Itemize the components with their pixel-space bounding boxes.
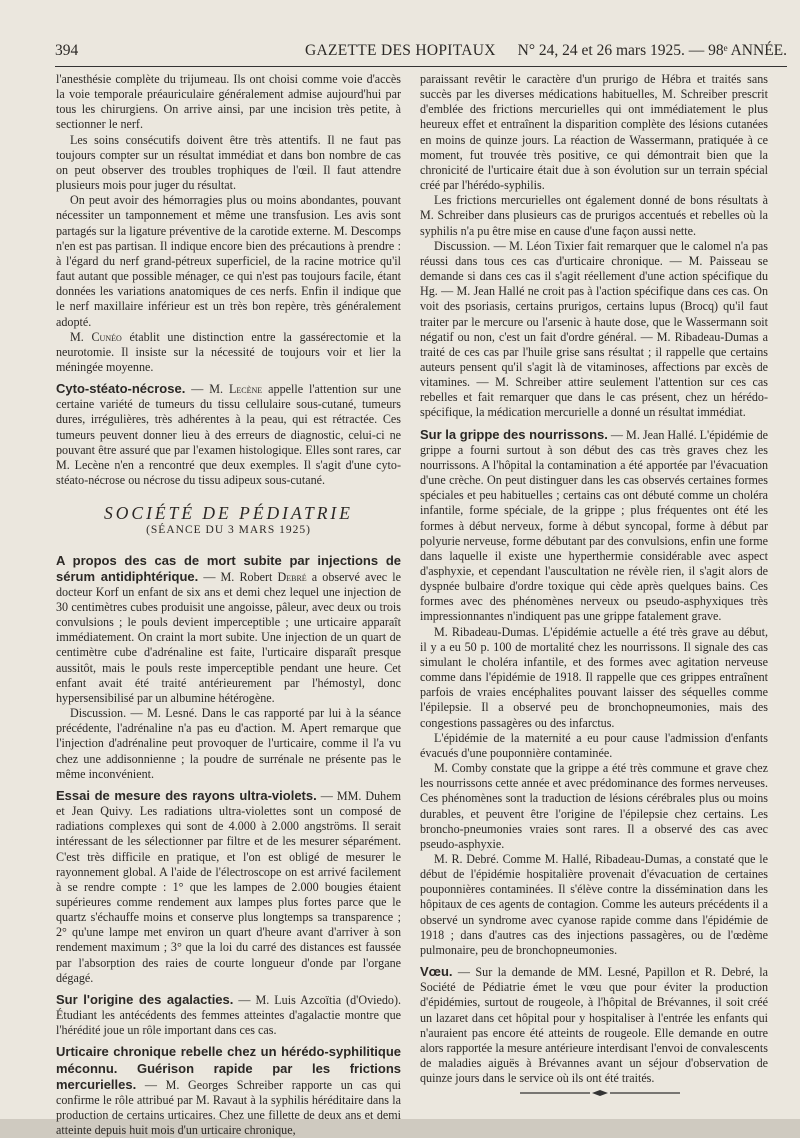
paragraph: L'épidémie de la maternité a eu pour cause l'admission d'enfants évacués d'une pouponnière contaminée. bbox=[420, 730, 768, 760]
author-name: Lecène bbox=[229, 382, 263, 397]
end-ornament bbox=[520, 1090, 680, 1096]
article-heading: Urticaire chronique rebelle chez un hérédo-syphilitique méconnu. Guérison rapide par les frictions mercurielles. bbox=[56, 1044, 401, 1092]
article-heading: Cyto-stéato-nécrose. bbox=[56, 381, 186, 397]
page-header bbox=[55, 42, 787, 67]
author-name: Debré bbox=[277, 569, 307, 584]
author-name: M. Cunéo bbox=[70, 329, 122, 344]
society-heading bbox=[56, 503, 401, 538]
session-date: (SÉANCE DU 3 MARS 1925) bbox=[146, 524, 311, 537]
paragraph: Les soins consécutifs doivent être très attentifs. Il ne faut pas toujours compter sur un résultat immédiat et dans bon nombre de cas on peut observer des troubles trophiques de l'œil. Il faut attendre plusieurs mois pour juger du résultat. bbox=[56, 132, 401, 193]
discussion: Discussion. — M. Léon Tixier fait remarquer que le calomel n'a pas réussi dans tous ces cas d'urticaire chronique. — M. Paisseau se demande si dans ces cas il s'agit réellement d'une action spécifique du Hg. — M. Jean Hallé ne croit pas à l'action spécifique dans ces cas. On voit des psoriasis, certains prurigos, certains lupus (Brocq) qu'il faut traiter par le mercure ou l'arsenic à haute dose, que le Wassermann soit négatif ou non, c'est un fait d'ordre général. — M. Ribadeau-Dumas a traité de ces cas par l'huile grise sans résultat ; il rappelle que certains auteurs pensent qu'il s'agit là de vitaminoses, affections par excès de vitamines. — M. Schreiber attire seulement l'attention sur ces cas rebelles et fait remarquer que dans le cas présent, chez un hérédo-spécifique, la médication mercurielle a donné un résultat immédiat. bbox=[420, 238, 768, 420]
paragraph: On peut avoir des hémorragies plus ou moins abondantes, pouvant nécessiter un tamponnement et même une transfusion. Les avis sont partagés sur la ligature préventive de la carotide externe. M. Descomps n'en est pas partisan. Il indique encore bien des précautions à prendre : à l'égard du nerf grand-pétreux superficiel, de la racine motrice qu'il faut autant que possible ménager, ce qui n'est pas toujours facile, étant données les variations anatomiques de ces nerfs. Enfin il indique que le nerf maxillaire inférieur est un très bon repère, très généralement adopté. bbox=[56, 193, 401, 329]
paragraph: l'anesthésie complète du trijumeau. Ils ont choisi comme voie d'accès la voie temporale préauriculaire généralement admise aujourd'hui par tous les chirurgiens. On arrive ainsi, par une incision très petite, à sectionner le nerf. bbox=[56, 72, 401, 132]
journal-title: GAZETTE DES HOPITAUX bbox=[305, 42, 496, 59]
article-heading: Vœu. bbox=[420, 964, 453, 980]
paragraph: Les frictions mercurielles ont également donné de bons résultats à M. Schreiber dans plusieurs cas de prurigos accentués et rebelles où la syphilis n'a pu être mise en cause d'une façon aussi nette. bbox=[420, 193, 768, 238]
right-column: paraissant revêtir le caractère d'un prurigo de Hébra et traités sans succès par les diverses médications habituelles, M. Schreiber prescrit d'emblée des frictions mercurielles qui ont immédiatement le plus heureux effet et entraînent la disparition complète des lésions cutanées en moins de quinze jours. La réaction de Wassermann, pratiquée à ce moment, fut trouvée très positive, ce qui démontrait bien que la chronicité de l'urticaire était due à son évolution sur un terrain spécial créé par l'hérédo-syphilis. Les frictions mercurielles ont également donné de bons résultats à M. Schreiber dans plusieurs cas de prurigos accentués et rebelles où la syphilis n'a pu être mise en cause d'une façon aussi nette. Discussion. — M. Léon Tixier fait remarquer que le calomel n'a pas réussi dans tous ces cas d'urticaire chronique. — M. Paisseau se demande si dans ces cas il s'agit réellement d'une action spécifique du Hg. — M. Jean Hallé ne croit pas à l'action spécifique dans ces cas. On voit des psoriasis, certains prurigos, certains lupus (Brocq) qu'il faut traiter par le mercure ou l'arsenic à haute dose, que le Wassermann soit négatif ou non, c'est un fait d'ordre général. — M. Ribadeau-Dumas a traité de ces cas par l'huile grise sans résultat ; il rappelle que certains auteurs pensent qu'il s'agit là de vitaminoses, affections par excès de vitamines. — M. Schreiber attire seulement l'attention sur ces cas rebelles et fait remarquer que dans le cas présent, chez un hérédo-spécifique, la médication mercurielle a donné un résultat immédiat. Sur la grippe des nourrissons. — M. Jean Hallé. L'épidémie de grippe a fourni surtout à son début des cas très graves chez les nourrissons. A l'hôpital la contamination a été apportée par l'évacuation d'une crèche. On peut distinguer dans les cas observés certaines formes spéciales et peu habituelles ; certains cas ont débuté comme un choléra infantile, forme spéciale, de la grippe ; plus fréquentes ont été les formes à début nerveux, forme à début syncopal, forme à début par polyurie nerveuse, forme débutant par des convulsions, enfin une forme dans laquelle il existe une hyperthermie considérable avec aspect d'asphyxie, et cependant l'auscultation ne révèle rien, il s'agit alors de dyspnée bulbaire d'ordre toxique qui cède après quelques bains. Ces formes avec des phénomènes nerveux ou pseudo-asphyxiques très impressionnantes n'indiquent pas une grippe fatalement grave. M. Ribadeau-Dumas. L'épidémie actuelle a été très grave au début, il y a eu 50 p. 100 de mortalité chez les nourrissons. Il signale des cas simulant le choléra infantile, et des formes avec agitation nerveuse comme dans l'épidémie de 1918. Il rappelle que ces grippes entraînent parfois de vraies encéphalites pouvant laisser des séquelles comme l'épilepsie. Il a observé peu de bronchopneumonies, mais des congestions passagères ou des infarctus. L'épidémie de la maternité a eu pour cause l'admission d'enfants évacués d'une pouponnière contaminée. M. Comby constate que la grippe a été très commune et grave chez les nourrissons cette année et avec prédominance des formes nerveuses. Ces phénomènes sont la traduction de lésions cérébrales plus ou moins durables, et peuvent être l'origine de l'épilepsie chez certains. Les broncho-pneumonies vraies sont rares. Il a observé des cas avec pseudo-asphyxie. M. R. Debré. Comme M. Hallé, Ribadeau-Dumas, a constaté que le début de l'épidémie hospitalière provenait d'évacuation de certaines pouponnières contaminées. Il s'élève contre la dissémination dans les hôpitaux de ces agents de contagion. Comme les auteurs précédents il a observé un syndrome avec cyanose rapide comme dans l'épidémie de 1918 ; dans d'autres cas des injections passagères, ou de l'œdème pulmonaire, peu de bronchopneumonies. Vœu. — Sur la demande de MM. Lesné, Papillon et R. Debré, la Société de Pédiatrie émet le vœu que pour éviter la production d'épidémies, surtout de rougeole, à l'hôpital de Brévannes, il soit créé un lazaret dans cet hôpital pour y hospitaliser à l'entrée les enfants qui n'auraient pas encore été atteints de rougeole. Elle demande en outre alors rapportée la mesure antérieure interdisant l'envoi de convalescents de maladies aiguës à Brévannes avant un séjour d'observation de quinze jours dans le service où ils ont été traités. bbox=[420, 72, 768, 1086]
society-title: SOCIÉTÉ DE PÉDIATRIE bbox=[104, 503, 353, 524]
paragraph: M. R. Debré. Comme M. Hallé, Ribadeau-Dumas, a constaté que le début de l'épidémie hospitalière provenait d'évacuation de certaines pouponnières contaminées. Il s'élève contre la dissémination dans les hôpitaux de ces agents de contagion. Comme les auteurs précédents il a observé un syndrome avec cyanose rapide comme dans l'épidémie de 1918 ; dans d'autres cas des injections passagères, ou de l'œdème pulmonaire, peu de bronchopneumonies. bbox=[420, 851, 768, 957]
paragraph: M. Comby constate que la grippe a été très commune et grave chez les nourrissons cette année et avec prédominance des formes nerveuses. Ces phénomènes sont la traduction de lésions cérébrales plus ou moins durables, et peuvent être l'origine de l'épilepsie chez certains. Les broncho-pneumonies vraies sont rares. Il a observé des cas avec pseudo-asphyxie. bbox=[420, 761, 768, 851]
article-heading: Sur la grippe des nourrissons. bbox=[420, 426, 608, 442]
article-heading: A propos des cas de mort subite par injections de sérum antidiphtérique. bbox=[56, 552, 401, 584]
page-number: 394 bbox=[55, 42, 79, 59]
article-heading: Sur l'origine des agalacties. bbox=[56, 991, 234, 1007]
left-column: l'anesthésie complète du trijumeau. Ils ont choisi comme voie d'accès la voie temporale préauriculaire généralement admise aujourd'hui par tous les chirurgiens. On arrive ainsi, par une incision très petite, à sectionner le nerf. Les soins consécutifs doivent être très attentifs. Il ne faut pas toujours compter sur un résultat immédiat et dans bon nombre de cas on peut observer des troubles trophiques de l'œil. Il faut attendre plusieurs mois pour juger du résultat. On peut avoir des hémorragies plus ou moins abondantes, pouvant nécessiter un tamponnement et même une transfusion. Les avis sont partagés sur la ligature préventive de la carotide externe. M. Descomps n'en est pas partisan. Il indique encore bien des précautions à prendre : à l'égard du nerf grand-pétreux superficiel, de la racine motrice qu'il faut autant que possible ménager, ce qui n'est pas toujours facile, étant données les variations anatomiques de ces nerfs. Enfin il indique que le nerf maxillaire inférieur est un très bon repère, très généralement adopté. M. Cunéo établit une distinction entre la gassérectomie et la neurotomie. Il insiste sur la nécessité de toujours voir et lier la méningée moyenne. Cyto-stéato-nécrose. — M. Lecène appelle l'attention sur une certaine variété de tumeurs du tissu cellulaire sous-cutané, tumeurs dures, irrégulières, très adhérentes à la peau, qui est rétractée. Ces tumeurs peuvent donner lieu à des erreurs de diagnostic, celui-ci ne pouvant être assuré que par l'examen histologique. Elles sont rares, car M. Lecène n'en a rencontré que deux exemples. Il s'agit d'une cyto-stéato-nécrose ou nécrose du tissu adipeux sous-cutané. SOCIÉTÉ DE PÉDIATRIE (SÉANCE DU 3 MARS 1925) A propos des cas de mort subite par injections de sérum antidiphtérique. — M. Robert Debré a observé avec le docteur Korf un enfant de six ans et demi chez lequel une injection de 30 centimètres cubes produisit une angoisse, pâleur, avec deux ou trois convulsions ; le pouls devient imperceptible ; une urticaire apparaît immédiatement. On craint la mort subite. Une injection de un quart de centimètre cube d'adrénaline est faite, l'urticaire disparaît presque aussitôt, mais le pouls reste imperceptible pendant une heure. Cet enfant avait été traité antérieurement par l'hémostyl, donc hypersensibilisé par un albumine hétérogène. Discussion. — M. Lesné. Dans le cas rapporté par lui à la séance précédente, l'adrénaline n'a pas eu d'action. M. Apert remarque que l'injection d'adrénaline peut provoquer de l'urticaire, comme il l'a vu chez une addisonnienne ; la poudre de surrénale ne présente pas le même inconvénient. Essai de mesure des rayons ultra-violets. — MM. Duhem et Jean Quivy. Les radiations ultra-violettes sont un composé de radiations complexes qui sont de 4.000 à 2.000 angströms. Il serait intéressant de les sélectionner par filtre et de les mesurer séparément. C'est très difficile en pratique, et l'on est obligé de mesurer le rayonnement global. A l'aide de l'électroscope on est arrivé facilement à se rendre compte : 1° que les lampes de 2.000 bougies étaient supérieures comme rendement aux lampes plus fortes parce que le quartz s'échauffe moins et conserve plus longtemps sa transparence ; 2° qu'une lampe met environ un quart d'heure avant d'arriver à son rendement maximum ; 3° que la loi du carré des distances est faussée par l'absorption des raies de courte longueur d'onde par l'organe dégagé. Sur l'origine des agalacties. — M. Luis Azcoïtia (d'Oviedo). Étudiant les antécédents des femmes atteintes d'agalactie montre que l'hérédité joue un rôle important dans ces cas. Urticaire chronique rebelle chez un hérédo-syphilitique méconnu. Guérison rapide par les frictions mercurielles. — M. Georges Schreiber rapporte un cas qui confirme le rôle attribué par M. Ravaut à la syphilis héréditaire dans la production de certains urticaires. Chez une fillette de deux ans et demi atteinte depuis huit mois d'un urticaire chronique, bbox=[56, 72, 402, 1138]
issue-line: N° 24, 24 et 26 mars 1925. — 98ᵉ ANNÉE. bbox=[517, 42, 787, 59]
paragraph: M. Cunéo établit une distinction entre la gassérectomie et la neurotomie. Il insiste sur la nécessité de toujours voir et lier la méningée moyenne. bbox=[56, 329, 401, 374]
paragraph: M. Ribadeau-Dumas. L'épidémie actuelle a été très grave au début, il y a eu 50 p. 100 de mortalité chez les nourrissons. Il signale des cas simulant le choléra infantile, et des formes avec agitation nerveuse comme dans l'épidémie de 1918. Il rappelle que ces grippes entraînent parfois de vraies encéphalites pouvant laisser des séquelles comme l'épilepsie. Il a observé peu de bronchopneumonies, mais des congestions passagères ou des infarctus. bbox=[420, 624, 768, 730]
article-heading: Essai de mesure des rayons ultra-violets. bbox=[56, 787, 317, 803]
paragraph: paraissant revêtir le caractère d'un prurigo de Hébra et traités sans succès par les diverses médications habituelles, M. Schreiber prescrit d'emblée des frictions mercurielles qui ont immédiatement le plus heureux effet et entraînent la disparition complète des lésions cutanées en moins de quinze jours. La réaction de Wassermann, pratiquée à ce moment, fut trouvée très positive, ce qui démontrait bien que la chronicité de l'urticaire était due à son évolution sur un terrain spécial créé par l'hérédo-syphilis. bbox=[420, 72, 768, 193]
discussion: Discussion. — M. Lesné. Dans le cas rapporté par lui à la séance précédente, l'adrénaline n'a pas eu d'action. M. Apert remarque que l'injection d'adrénaline peut provoquer de l'urticaire, comme il l'a vu chez une addisonnienne ; la poudre de surrénale ne présente pas le même inconvénient. bbox=[56, 706, 401, 781]
